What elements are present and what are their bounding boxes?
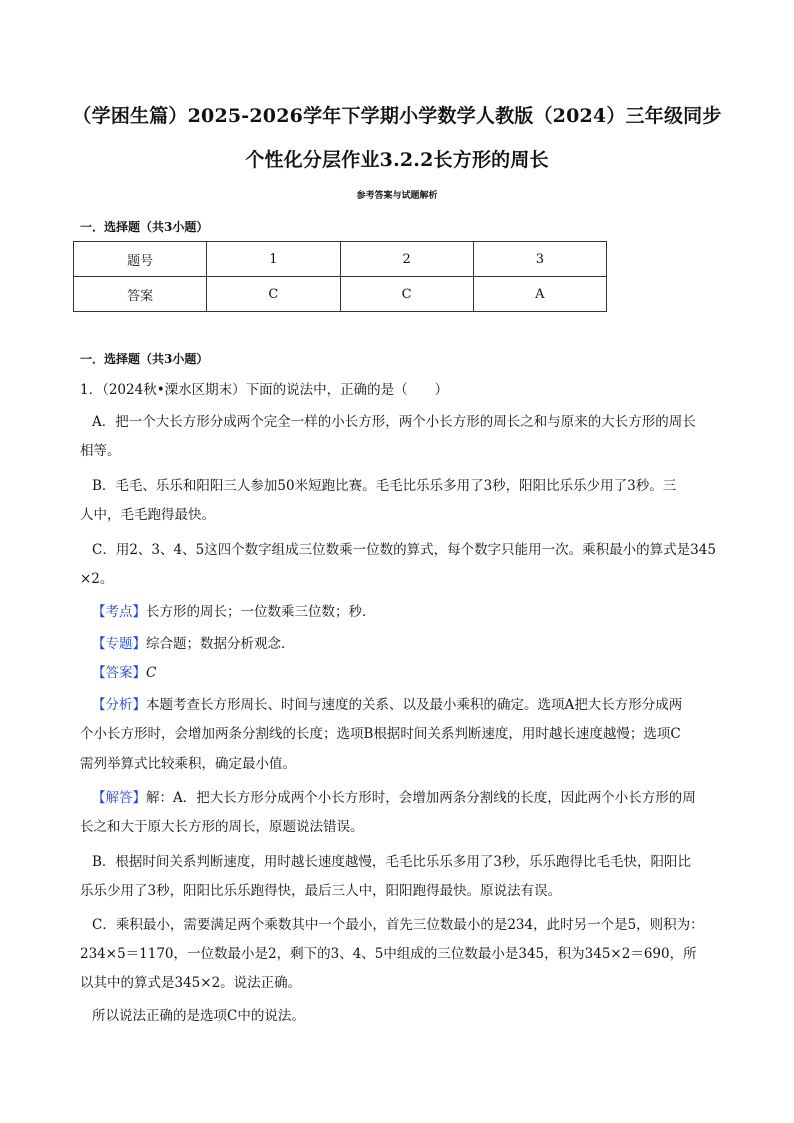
section-heading-answers: 一．选择题（共3小题）	[80, 220, 209, 234]
fenxi-tag: 【分析】	[92, 697, 146, 713]
table-cell: C	[207, 277, 340, 312]
jieda-line7: 以其中的算式是345×2。说法正确。	[80, 975, 302, 991]
kaodian-line	[92, 600, 376, 620]
fenxi-text: 本题考查长方形周长、时间与速度的关系、以及最小乘积的确定。选项A把大长方形分成两	[146, 697, 683, 713]
daan-tag: 【答案】	[92, 665, 146, 681]
table-cell: 题号	[74, 242, 207, 277]
kaodian-tag: 【考点】	[92, 604, 146, 620]
table-cell: 1	[207, 242, 340, 277]
jieda-line6: 234×5＝1170，一位数最小是2，剩下的3、4、5中组成的三位数最小是345，积为345×2＝690，所	[80, 946, 697, 962]
document-title-line2: 个性化分层作业3.2.2长方形的周长	[245, 149, 549, 171]
question-stem: 1．（2024秋•溧水区期末）下面的说法中，正确的是（ ）	[80, 382, 449, 398]
section-heading-questions: 一．选择题（共3小题）	[80, 352, 209, 366]
daan-line	[92, 661, 156, 681]
jieda-line4: 乐乐少用了3秒，阳阳比乐乐跑得快，最后三人中，阳阳跑得最快。原说法有误。	[80, 883, 562, 899]
table-cell: C	[340, 277, 473, 312]
jieda-line5: C．乘积最小，需要满足两个乘数其中一个最小，首先三位数最小的是234，此时另一个是5，则积为：	[92, 917, 704, 933]
document-subtitle: 参考答案与试题解析	[356, 191, 438, 201]
jieda-line8: 所以说法正确的是选项C中的说法。	[92, 1008, 305, 1024]
fenxi-line1	[92, 693, 682, 713]
option-b-line1: B．毛毛、乐乐和阳阳三人参加50米短跑比赛。毛毛比乐乐多用了3秒，阳阳比乐乐少用了3秒。三	[92, 478, 677, 494]
option-a-line1: A．把一个大长方形分成两个完全一样的小长方形，两个小长方形的周长之和与原来的大长方形的周长	[92, 414, 696, 430]
kaodian-text: 长方形的周长；一位数乘三位数；秒．	[146, 604, 376, 620]
option-c-line2: ×2。	[80, 571, 114, 587]
table-cell: 答案	[74, 277, 207, 312]
option-b-line2: 人中，毛毛跑得最快。	[80, 507, 215, 523]
table-cell: A	[473, 277, 606, 312]
jieda-line2: 长之和大于原大长方形的周长，原题说法错误。	[80, 819, 364, 835]
fenxi-line3: 需列举算式比较乘积，确定最小值。	[80, 756, 296, 772]
table-row	[74, 277, 607, 312]
jieda-line3: B．根据时间关系判断速度，用时越长速度越慢，毛毛比乐乐多用了3秒，乐乐跑得比毛毛快，阳阳比	[92, 854, 692, 870]
document-title-line1: （学困生篇）2025-2026学年下学期小学数学人教版（2024）三年级同步	[72, 105, 722, 127]
option-a-line2: 相等。	[80, 443, 121, 459]
jieda-line1	[92, 786, 696, 806]
jieda-tag: 【解答】	[92, 790, 146, 806]
fenxi-line2: 个小长方形时，会增加两条分割线的长度；选项B根据时间关系判断速度，用时越长速度越慢；选项C	[80, 726, 681, 742]
zhuanti-tag: 【专题】	[92, 636, 146, 652]
zhuanti-text: 综合题；数据分析观念．	[146, 636, 295, 652]
table-cell: 2	[340, 242, 473, 277]
table-row	[74, 242, 607, 277]
option-c-line1: C．用2、3、4、5这四个数字组成三位数乘一位数的算式，每个数字只能用一次。乘积最小的算式是345	[92, 542, 716, 558]
answer-table	[73, 241, 607, 312]
zhuanti-line	[92, 632, 295, 652]
daan-text: C	[146, 665, 157, 681]
table-cell: 3	[473, 242, 606, 277]
jieda-text: 解：A．把大长方形分成两个小长方形时，会增加两条分割线的长度，因此两个小长方形的周	[146, 790, 696, 806]
